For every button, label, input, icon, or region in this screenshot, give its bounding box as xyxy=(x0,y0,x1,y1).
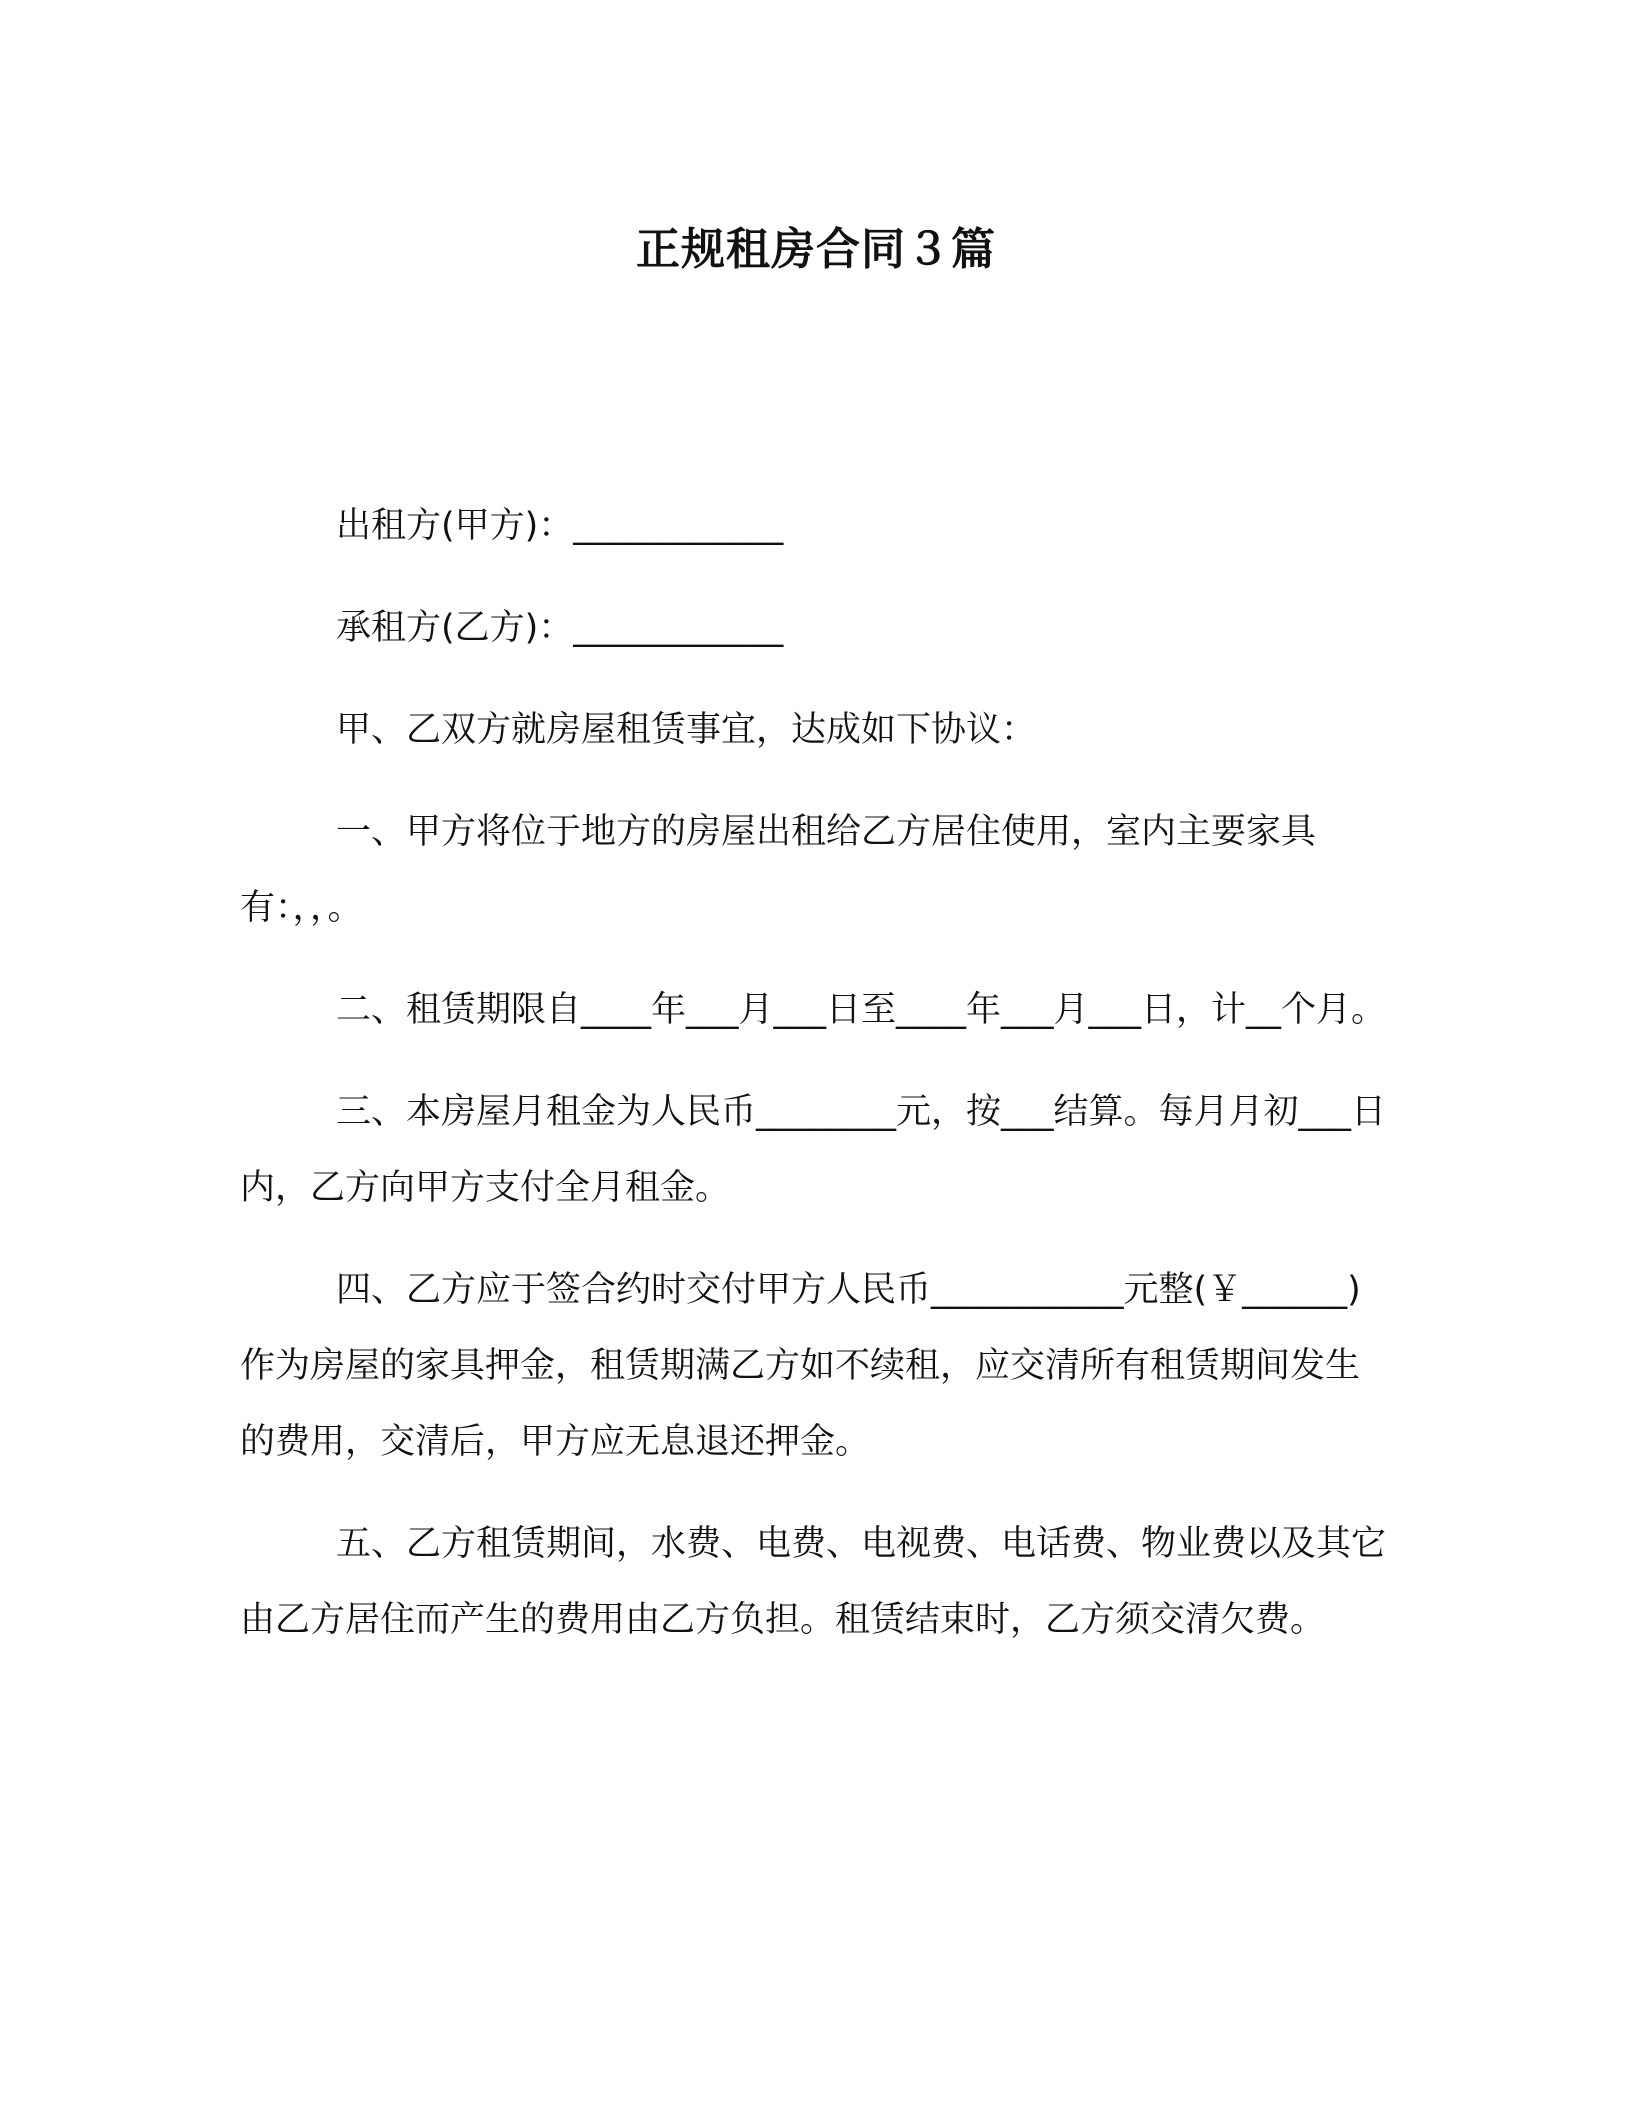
lessor-line: 出租方(甲方)：____________ xyxy=(336,506,784,546)
document-title: 正规租房合同３篇 xyxy=(636,224,996,275)
lessee-line: 承租方(乙方)：____________ xyxy=(336,608,784,648)
document-body xyxy=(240,488,1390,1684)
agreement-intro: 甲、乙双方就房屋租赁事宜，达成如下协议： xyxy=(336,710,1037,750)
clause-5: 五、乙方租赁期间，水费、电费、电视费、电话费、物业费以及其它由乙方居住而产生的费用由乙方负担。租赁结束时，乙方须交清欠费。 xyxy=(240,1524,1387,1640)
clause-2: 二、租赁期限自____年___月___日至____年___月___日，计__个月。 xyxy=(336,990,1387,1030)
clause-3: 三、本房屋月租金为人民币________元，按___结算。每月月初___日内，乙方向甲方支付全月租金。 xyxy=(240,1092,1387,1208)
clause-1: 一、甲方将位于地方的房屋出租给乙方居住使用，室内主要家具有：，，。 xyxy=(240,812,1317,928)
clause-4: 四、乙方应于签合约时交付甲方人民币___________元整(￥______)作为房屋的家具押金，租赁期满乙方如不续租，应交清所有租赁期间发生的费用，交清后，甲方应无息退还押金。 xyxy=(240,1270,1361,1462)
